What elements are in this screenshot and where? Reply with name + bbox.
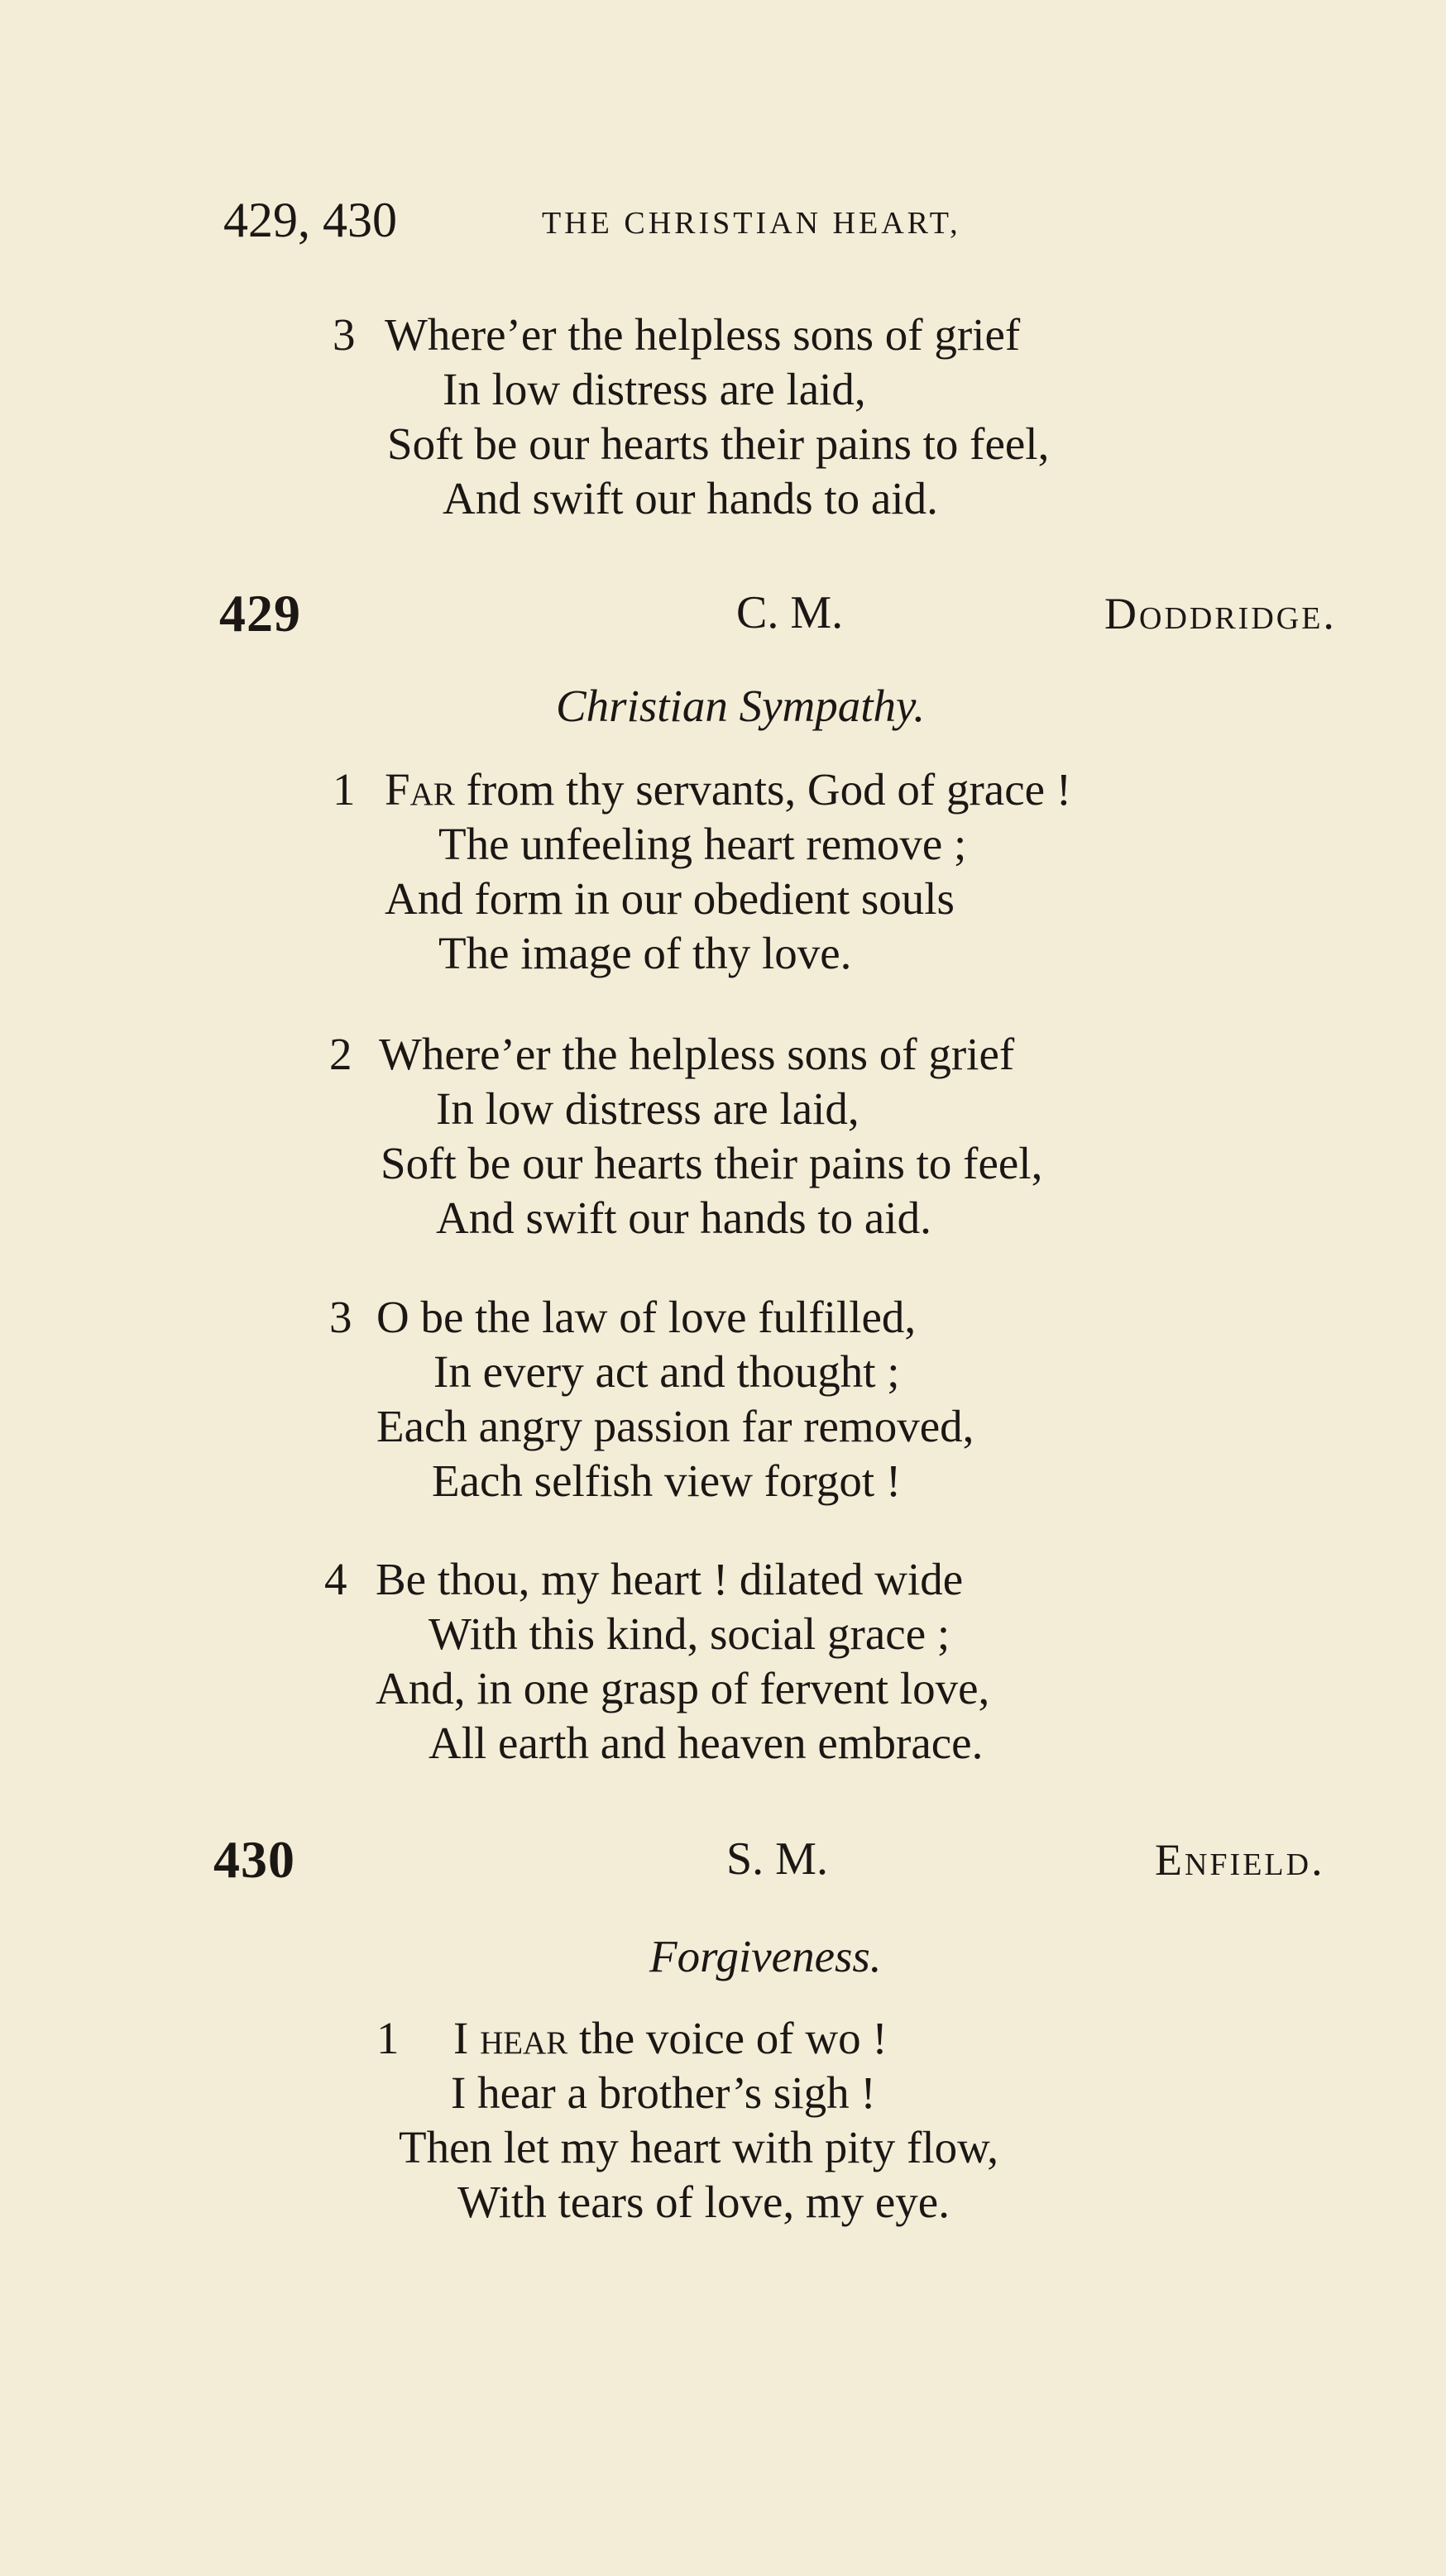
verse-line: All earth and heaven embrace. [429, 1718, 984, 1768]
hymn-number: 430 [213, 1830, 295, 1889]
hymn-header [0, 583, 1446, 649]
verse-line: Where’er the helpless sons of grief [379, 1029, 1015, 1079]
first-word: I hear [453, 2013, 568, 2063]
verse-line: The image of thy love. [438, 928, 852, 978]
hymn-author: Enfield. [1155, 1835, 1325, 1885]
running-head [223, 192, 1133, 250]
hymn-subject: Forgiveness. [649, 1931, 882, 1981]
hymn-subject: Christian Sympathy. [556, 681, 926, 731]
hymn-author: Doddridge. [1104, 589, 1337, 638]
verse-line: Then let my heart with pity flow, [399, 2122, 999, 2172]
verse-line: Soft be our hearts their pains to feel, [381, 1138, 1043, 1188]
verse-line: With this kind, social grace ; [429, 1608, 950, 1659]
verse-line: And swift our hands to aid. [443, 473, 938, 523]
verse-line: Be thou, my heart ! dilated wide [376, 1554, 964, 1604]
verse-line: Far from thy servants, God of grace ! [385, 764, 1072, 815]
hymn-meter: S. M. [726, 1833, 828, 1885]
verse-line: And form in our obedient souls [385, 873, 955, 924]
first-word: Far [385, 764, 455, 815]
verse-number: 3 [329, 1292, 352, 1342]
verse-line: O be the law of love fulfilled, [376, 1292, 917, 1342]
verse-line: In low distress are laid, [436, 1083, 859, 1134]
hymn-header [0, 1829, 1446, 1895]
verse-line: Soft be our hearts their pains to feel, [387, 418, 1050, 469]
verse-line: Where’er the helpless sons of grief [385, 309, 1021, 360]
running-title: THE CHRISTIAN HEART, [542, 206, 961, 241]
verse-line: Each angry passion far removed, [376, 1401, 974, 1451]
verse-line: I hear the voice of wo ! [453, 2013, 888, 2063]
verse-number: 1 [376, 2013, 400, 2063]
verse-line: And, in one grasp of fervent love, [376, 1663, 990, 1713]
hymn-number: 429 [219, 584, 301, 643]
verse-line: Each selfish view forgot ! [432, 1455, 902, 1506]
verse-line: With tears of love, my eye. [457, 2177, 950, 2227]
page-numbers: 429, 430 [223, 193, 397, 247]
verse-number: 1 [333, 764, 356, 815]
verse-number: 3 [333, 309, 356, 360]
hymn-meter: C. M. [736, 587, 844, 638]
verse-number: 4 [324, 1554, 347, 1604]
verse-line: In every act and thought ; [433, 1346, 900, 1397]
verse-line: I hear a brother’s sigh ! [451, 2067, 876, 2118]
verse-line: In low distress are laid, [443, 364, 866, 414]
verse-line: And swift our hands to aid. [436, 1192, 931, 1243]
verse-number: 2 [329, 1029, 352, 1079]
verse-line: The unfeeling heart remove ; [438, 819, 967, 869]
